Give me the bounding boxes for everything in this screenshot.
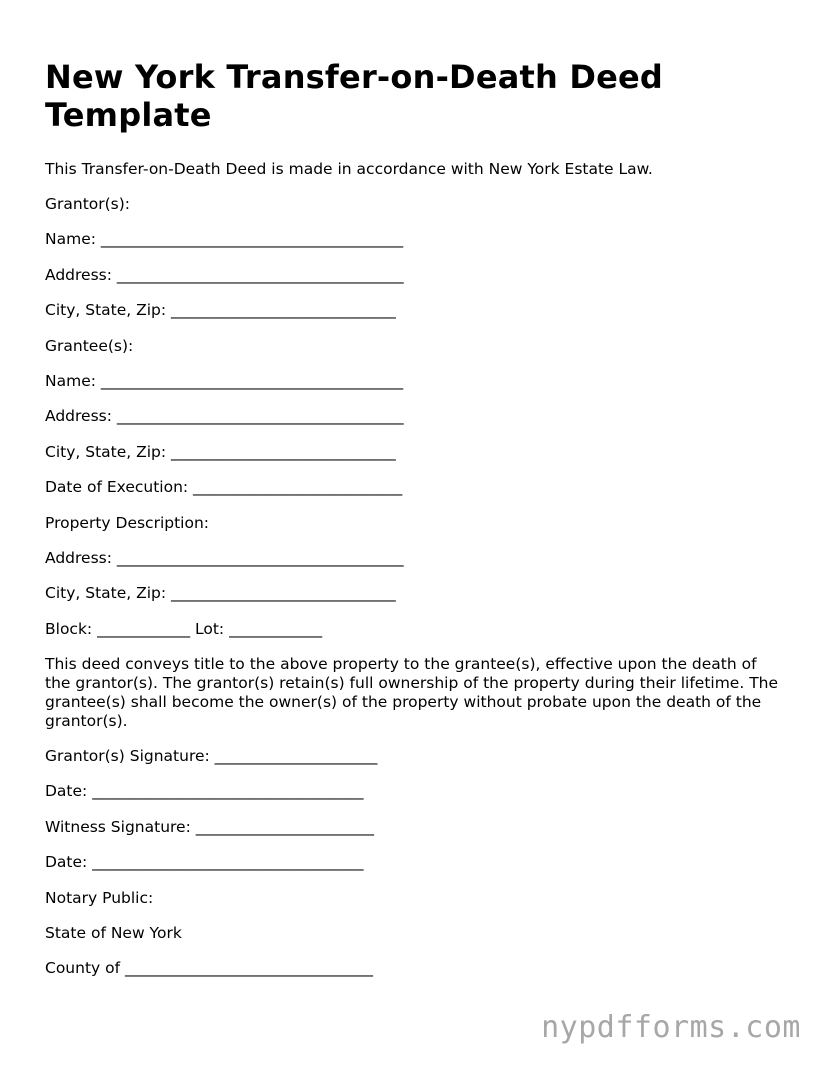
grantor-date-field: Date: ___________________________________ xyxy=(45,782,364,801)
date-of-execution-field: Date of Execution: ___________________________ xyxy=(45,478,403,497)
grantor-heading: Grantor(s): xyxy=(45,195,131,213)
document-title: New York Transfer-on-Death Deed Template xyxy=(45,58,664,134)
notary-state: State of New York xyxy=(45,924,182,943)
property-city-state-zip-field: City, State, Zip: _____________________________ xyxy=(45,584,396,603)
grantor-address-field: Address: _____________________________________ xyxy=(45,265,404,284)
grantor-name-field: Name: _______________________________________ xyxy=(45,230,404,249)
notary-heading: Notary Public: xyxy=(45,888,154,907)
property-address-field: Address: _____________________________________ xyxy=(45,548,404,567)
grantee-address-field: Address: _____________________________________ xyxy=(45,407,404,426)
notary-county-field: County of ________________________________ xyxy=(45,959,373,978)
conveyance-paragraph: This deed conveys title to the above property to the grantee(s), effective upon the death of the grantor(s). The grantor(s) retain(s) full ownership of the property during their lifetime. The grantee(s) shall become the owner(s) of the property without probate upon the death of the grantor(s). xyxy=(45,655,779,731)
witness-signature-field: Witness Signature: _______________________ xyxy=(45,817,374,836)
form-fields xyxy=(45,195,780,977)
intro-text: This Transfer-on-Death Deed is made in accordance with New York Estate Law. xyxy=(45,160,653,178)
grantee-heading: Grantee(s): xyxy=(45,336,134,355)
grantee-city-state-zip-field: City, State, Zip: _____________________________ xyxy=(45,442,396,461)
grantee-name-field: Name: _______________________________________ xyxy=(45,371,404,390)
grantor-city-state-zip-field: City, State, Zip: _____________________________ xyxy=(45,301,396,320)
block-lot-field: Block: ____________ Lot: ____________ xyxy=(45,619,323,638)
grantor-signature-field: Grantor(s) Signature: _____________________ xyxy=(45,747,378,766)
site-watermark: nypdfforms.com xyxy=(541,1010,801,1045)
witness-date-field: Date: ___________________________________ xyxy=(45,853,364,872)
deed-document xyxy=(45,58,780,995)
property-heading: Property Description: xyxy=(45,513,210,532)
